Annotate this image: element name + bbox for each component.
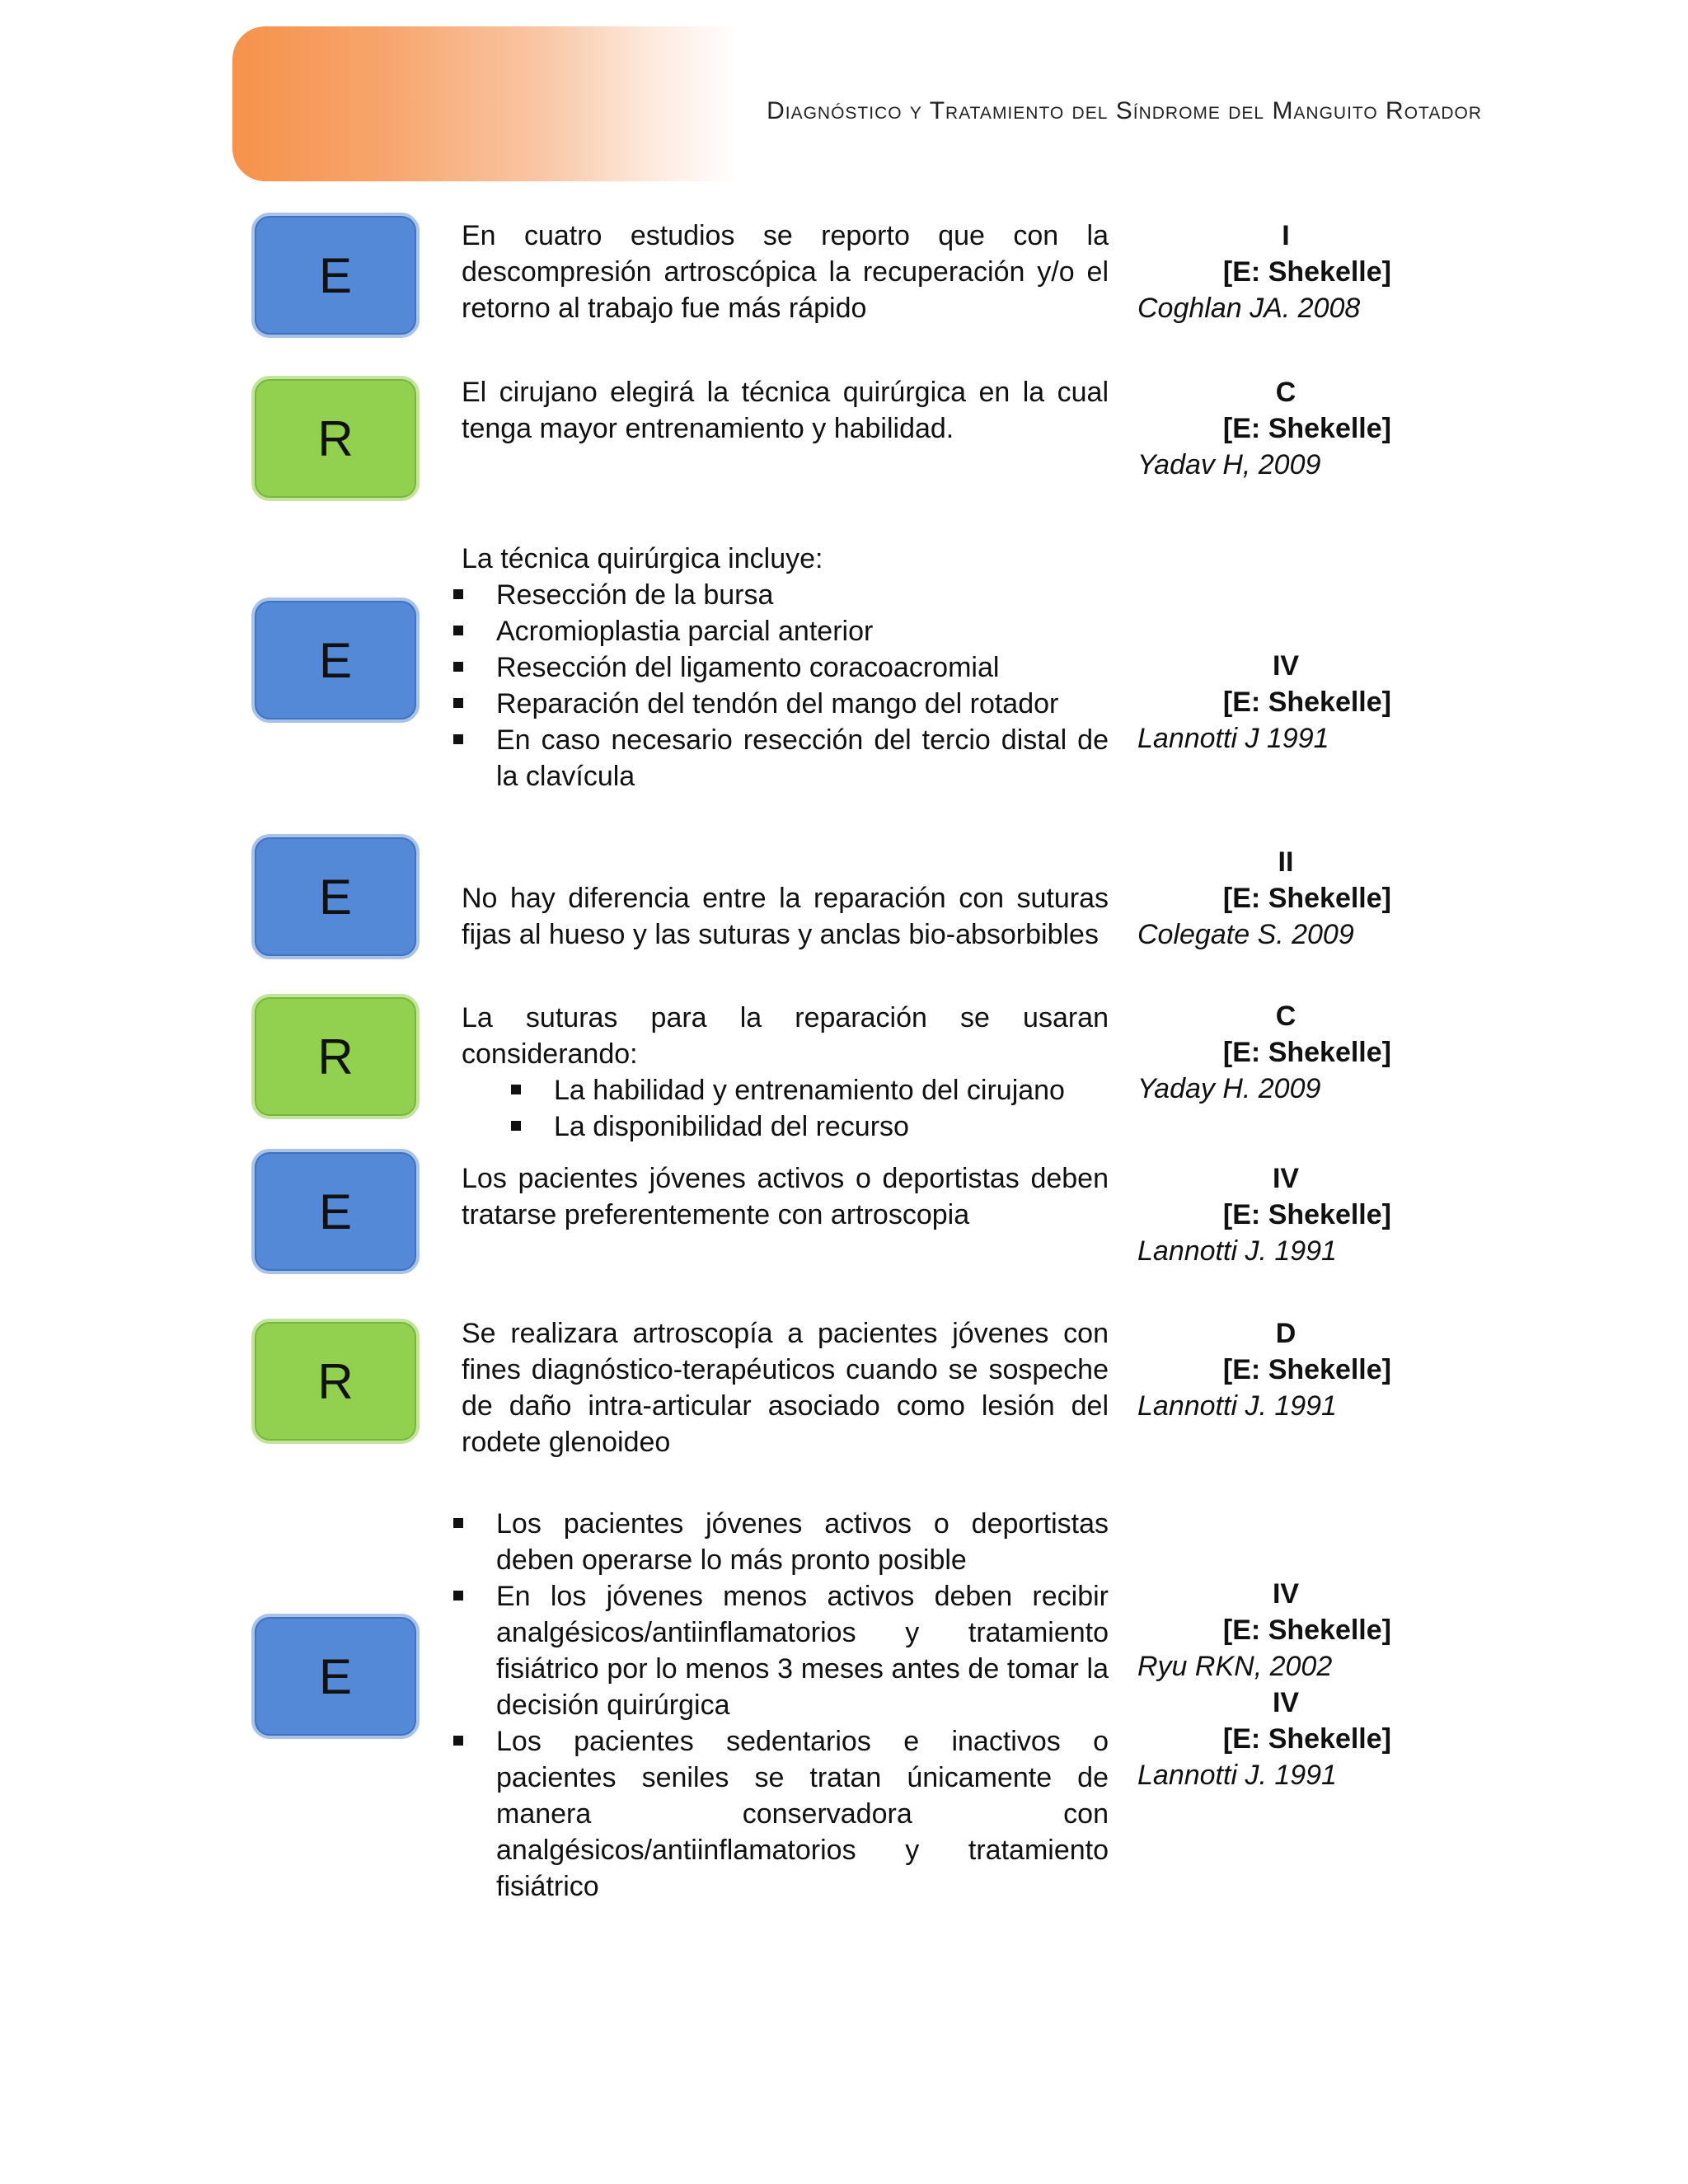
list-item: En los jóvenes menos activos deben recibir analgésicos/antiinflamatorios y tratamiento fisiátrico por lo menos 3 meses antes de tomar la decisión quirúrgica xyxy=(453,1578,1109,1723)
evidence-level: D xyxy=(1275,1318,1296,1349)
evidence-badge: E xyxy=(251,598,420,723)
row-8-evidence xyxy=(1137,1576,1401,1793)
evidence-scale: [E: Shekelle] xyxy=(1222,1615,1391,1646)
evidence-level: IV xyxy=(1272,1687,1300,1718)
recommendation-badge: R xyxy=(251,1319,420,1444)
evidence-reference: Lannotti J. 1991 xyxy=(1137,1235,1337,1267)
evidence-level: II xyxy=(1278,846,1294,878)
evidence-level: IV xyxy=(1272,1163,1300,1194)
evidence-level: C xyxy=(1275,377,1296,408)
evidence-reference: Lannotti J. 1991 xyxy=(1137,1390,1337,1422)
evidence-scale: [E: Shekelle] xyxy=(1222,1354,1391,1385)
row-5-text xyxy=(462,1000,1109,1145)
list-item: La habilidad y entrenamiento del cirujano xyxy=(511,1072,1109,1108)
evidence-reference: Coghlan JA. 2008 xyxy=(1137,293,1361,324)
row-8-text xyxy=(462,1506,1109,1905)
evidence-badge: E xyxy=(251,1614,420,1739)
recommendation-badge: R xyxy=(251,994,420,1119)
evidence-badge: E xyxy=(251,213,420,338)
row-5-evidence xyxy=(1137,998,1401,1107)
evidence-badge: E xyxy=(251,1149,420,1274)
header-title: Diagnóstico y Tratamiento del Síndrome del Manguito Rotador xyxy=(767,97,1482,124)
row-1-text xyxy=(462,218,1109,326)
recommendation-badge: R xyxy=(251,376,420,501)
row-3-evidence xyxy=(1137,648,1401,757)
row-text: Los pacientes jóvenes activos o deportistas deben tratarse preferentemente con artroscopia xyxy=(462,1163,1109,1230)
row-7-evidence xyxy=(1137,1315,1401,1424)
row-2-evidence xyxy=(1137,374,1401,483)
row-6-text xyxy=(462,1160,1109,1233)
row-1-evidence xyxy=(1137,218,1401,326)
evidence-badge: E xyxy=(251,834,420,959)
row-7-text xyxy=(462,1315,1109,1460)
evidence-level: I xyxy=(1282,220,1290,251)
list-item: Resección de la bursa xyxy=(453,577,1109,613)
row-text: Se realizara artroscopía a pacientes jóvenes con fines diagnóstico-terapéuticos cuando se sospeche de daño intra-articular asociado como lesión del rodete glenoideo xyxy=(462,1318,1109,1458)
evidence-reference: Yadav H, 2009 xyxy=(1137,449,1321,480)
row-4-text xyxy=(462,880,1109,953)
evidence-reference: Yaday H. 2009 xyxy=(1137,1073,1321,1104)
row-6-evidence xyxy=(1137,1160,1401,1269)
row-intro: La suturas para la reparación se usaran considerando: xyxy=(462,1002,1109,1070)
evidence-reference: Ryu RKN, 2002 xyxy=(1137,1651,1333,1682)
evidence-scale: [E: Shekelle] xyxy=(1222,687,1391,718)
list-item: La disponibilidad del recurso xyxy=(511,1108,1109,1145)
evidence-level: IV xyxy=(1272,650,1300,682)
row-3-text xyxy=(462,541,1109,794)
row-text: El cirujano elegirá la técnica quirúrgica en la cual tenga mayor entrenamiento y habilidad. xyxy=(462,377,1109,444)
list-item: Resección del ligamento coracoacromial xyxy=(453,649,1109,686)
evidence-level: C xyxy=(1275,1001,1296,1032)
evidence-reference: Lannotti J 1991 xyxy=(1137,723,1329,754)
list-item: Los pacientes jóvenes activos o deportistas deben operarse lo más pronto posible xyxy=(453,1506,1109,1578)
evidence-scale: [E: Shekelle] xyxy=(1222,413,1391,444)
evidence-scale: [E: Shekelle] xyxy=(1222,1037,1391,1068)
row-4-evidence xyxy=(1137,844,1401,953)
evidence-reference: Lannotti J. 1991 xyxy=(1137,1760,1337,1791)
row-text: No hay diferencia entre la reparación con suturas fijas al hueso y las suturas y anclas bio-absorbibles xyxy=(462,883,1109,950)
list-item: Los pacientes sedentarios e inactivos o pacientes seniles se tratan únicamente de manera conservadora con analgésicos/antiinflamatorios y tratamiento fisiátrico xyxy=(453,1723,1109,1905)
list-item: En caso necesario resección del tercio distal de la clavícula xyxy=(453,722,1109,794)
row-text: En cuatro estudios se reporto que con la descompresión artroscópica la recuperación y/o el retorno al trabajo fue más rápido xyxy=(462,220,1109,324)
list-item: Acromioplastia parcial anterior xyxy=(453,613,1109,649)
evidence-scale: [E: Shekelle] xyxy=(1222,1199,1391,1230)
row-2-text xyxy=(462,374,1109,447)
evidence-level: IV xyxy=(1272,1578,1300,1610)
evidence-scale: [E: Shekelle] xyxy=(1222,1723,1391,1755)
evidence-reference: Colegate S. 2009 xyxy=(1137,919,1354,950)
row-intro: La técnica quirúrgica incluye: xyxy=(462,543,823,574)
evidence-scale: [E: Shekelle] xyxy=(1222,256,1391,288)
evidence-scale: [E: Shekelle] xyxy=(1222,883,1391,914)
list-item: Reparación del tendón del mango del rotador xyxy=(453,686,1109,722)
